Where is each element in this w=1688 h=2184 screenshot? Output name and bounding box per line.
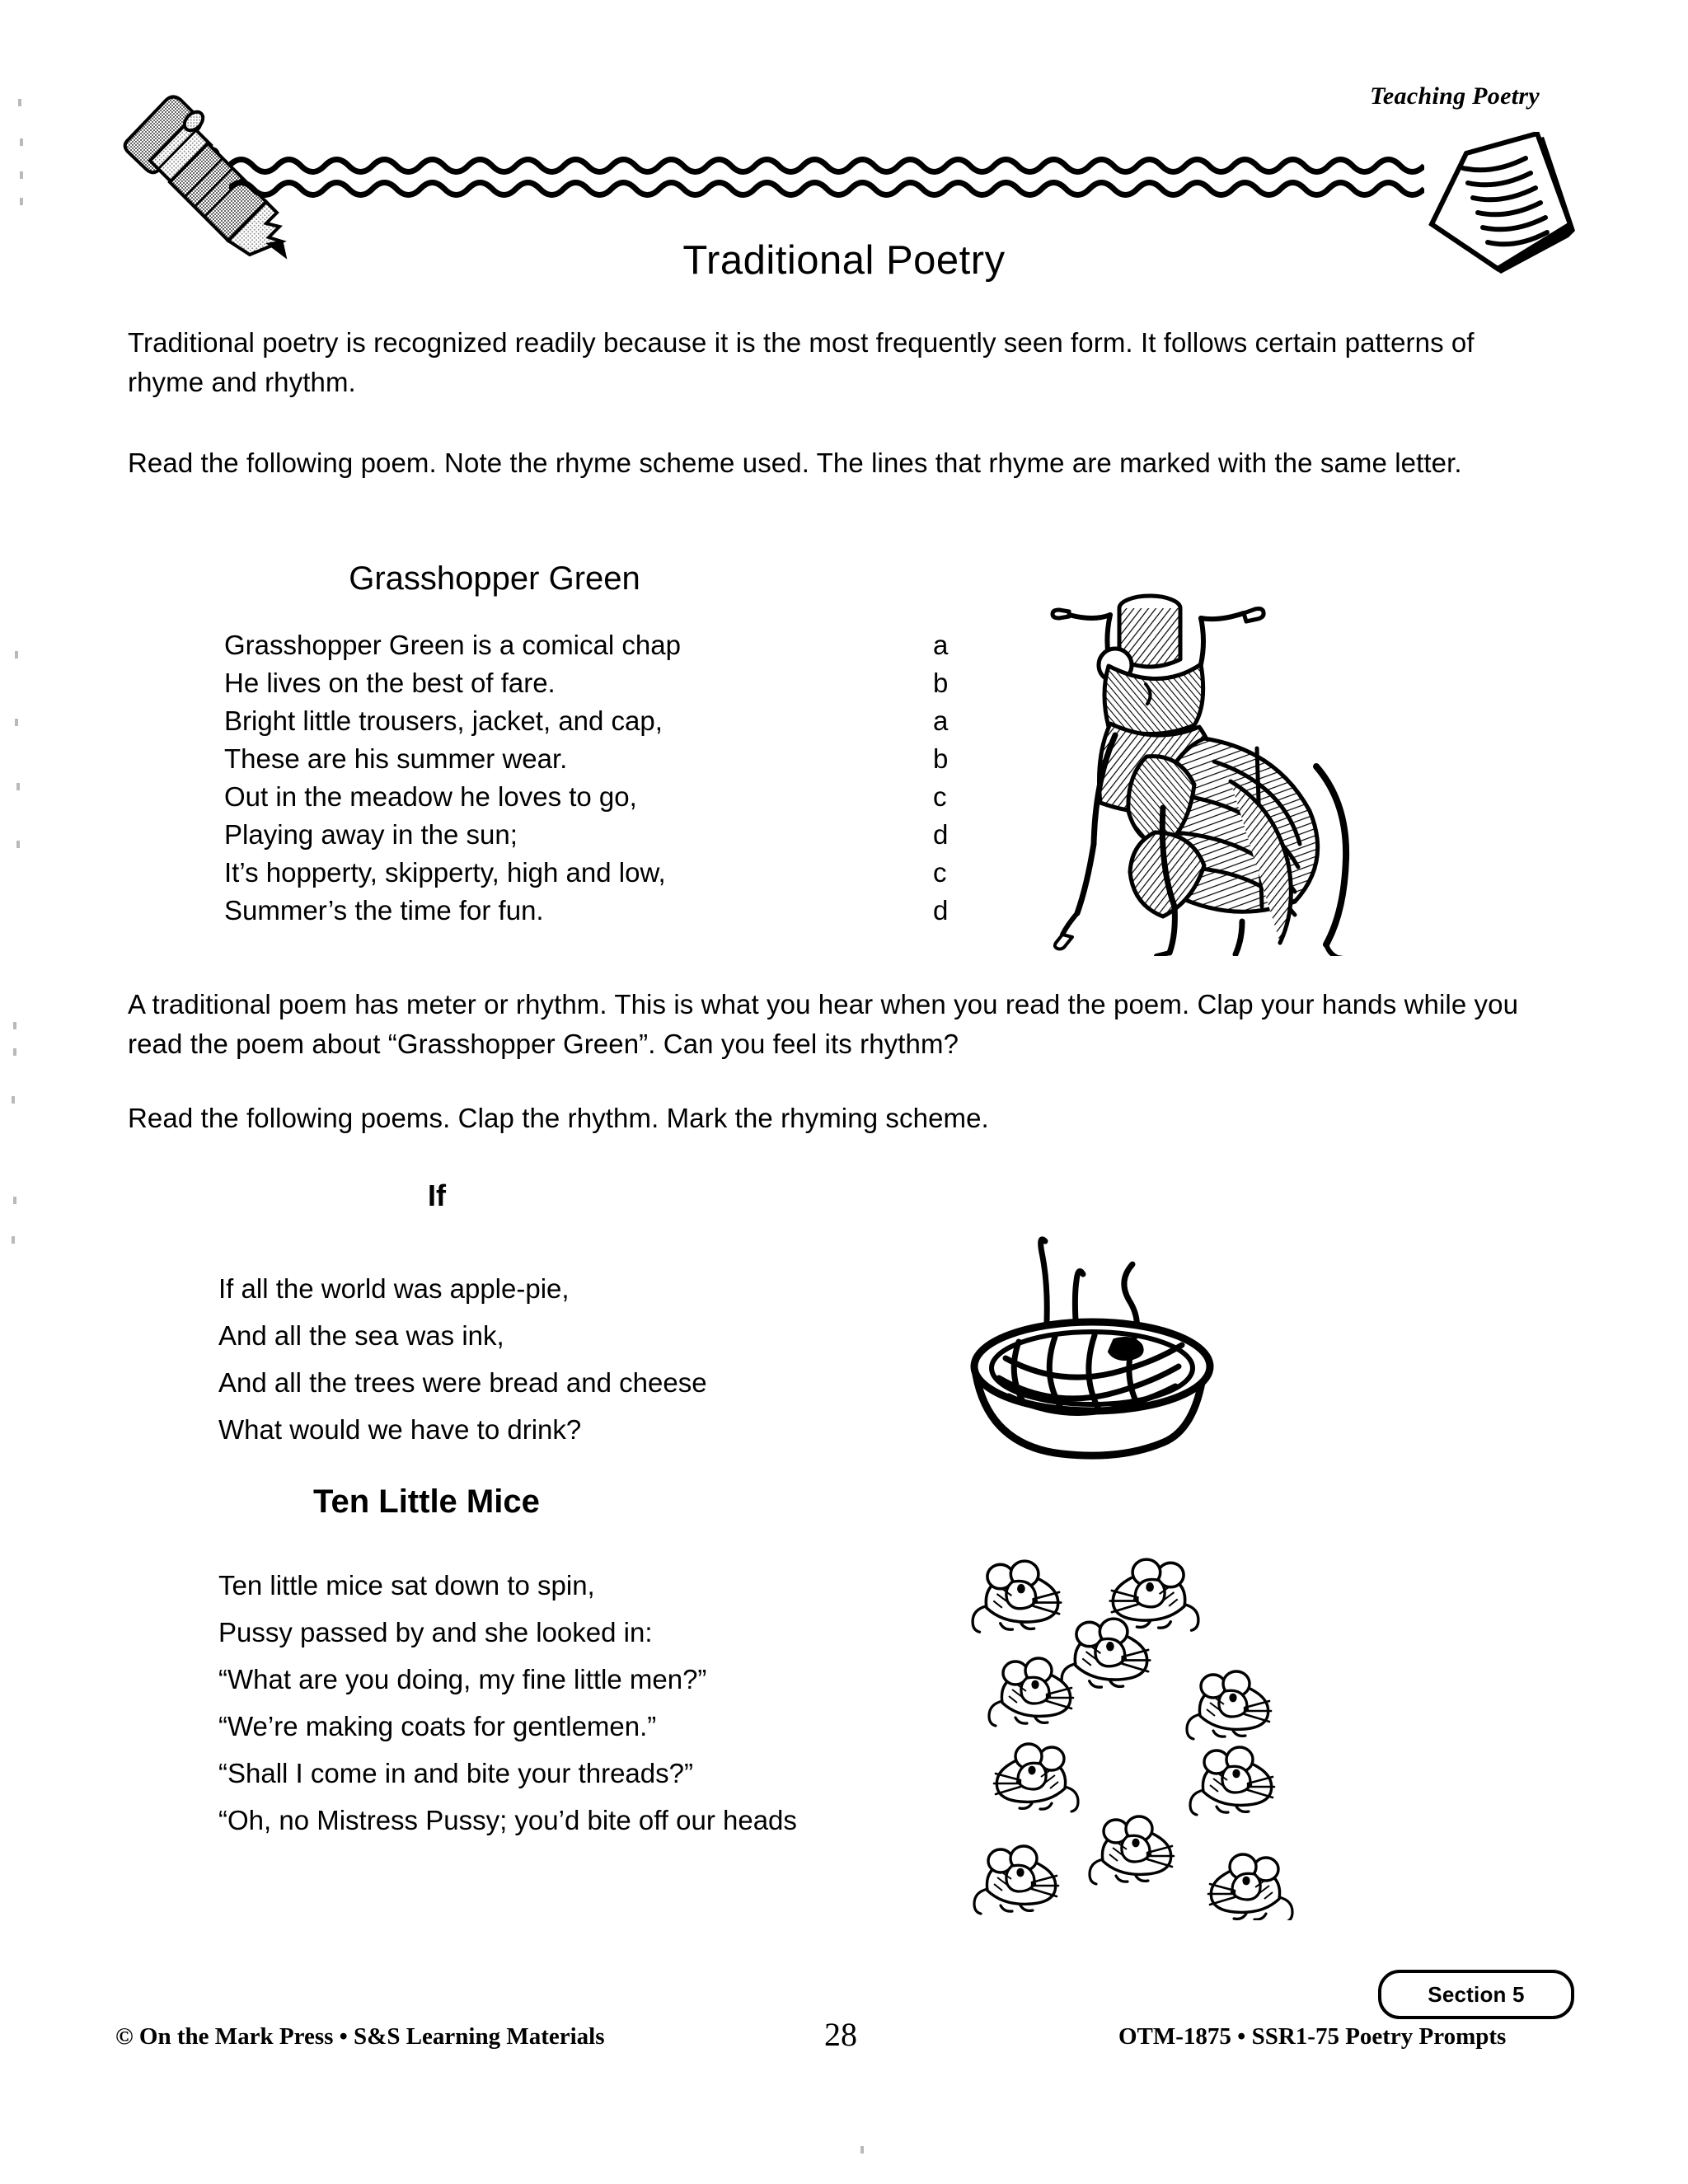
poem-line-text: Summer’s the time for fun. bbox=[224, 895, 544, 926]
rhyme-letter: c bbox=[933, 781, 947, 812]
poem-line: What would we have to drink? bbox=[218, 1414, 582, 1445]
scan-artifact bbox=[16, 841, 20, 848]
poem-line: And all the trees were bread and cheese bbox=[218, 1367, 707, 1398]
poem-line: And all the sea was ink, bbox=[218, 1320, 504, 1351]
rhyme-letter: a bbox=[933, 705, 949, 736]
meter-paragraph: A traditional poem has meter or rhythm. This is what you hear when you read the poem. Clap your hands while you read the poem about “Grasshopper Green”. Can you feel its rhythm? bbox=[128, 989, 1519, 1059]
section-badge: Section 5 bbox=[1378, 1970, 1574, 2019]
mouse bbox=[973, 1561, 1061, 1632]
poem-body-grasshopper-green bbox=[224, 626, 966, 930]
instruction-paragraph: Read the following poems. Clap the rhythm. Mark the rhyming scheme. bbox=[128, 1103, 989, 1133]
poem-body-if bbox=[218, 1265, 977, 1453]
mouse bbox=[974, 1846, 1058, 1914]
poem-line: If all the world was apple-pie, bbox=[218, 1273, 570, 1304]
scan-artifact bbox=[20, 198, 23, 205]
poem-line-text: Grasshopper Green is a comical chap bbox=[224, 630, 681, 660]
rhyme-letter: b bbox=[933, 743, 949, 774]
mouse bbox=[1190, 1747, 1274, 1815]
scan-artifact bbox=[15, 651, 18, 658]
page-header bbox=[0, 0, 1688, 264]
poem-title-if: If bbox=[428, 1179, 446, 1212]
intro-paragraph-1: Traditional poetry is recognized readily because it is the most frequently seen form. It follows certain patterns of rhyme and rhythm. bbox=[128, 327, 1475, 397]
poem-line bbox=[224, 778, 966, 816]
poem-line-text: Playing away in the sun; bbox=[224, 819, 518, 850]
mouse bbox=[1090, 1816, 1174, 1884]
poem-line bbox=[224, 740, 966, 778]
poem-line bbox=[224, 854, 966, 892]
poem-line bbox=[224, 664, 966, 702]
poem-line bbox=[224, 816, 966, 854]
poem-line-text: Bright little trousers, jacket, and cap, bbox=[224, 705, 663, 736]
scan-artifact bbox=[12, 1096, 15, 1104]
scan-artifact bbox=[18, 99, 21, 106]
apple-pie-illustration bbox=[948, 1187, 1302, 1467]
wavy-double-rule bbox=[229, 152, 1424, 202]
poem-line-text: He lives on the best of fare. bbox=[224, 668, 556, 698]
series-label: Teaching Poetry bbox=[1370, 82, 1540, 110]
scan-artifact bbox=[860, 2146, 864, 2154]
poem-line: “We’re making coats for gentlemen.” bbox=[218, 1711, 657, 1741]
scan-artifact bbox=[13, 1022, 16, 1029]
rhyme-letter: a bbox=[933, 630, 949, 660]
poem-line-text: Out in the meadow he loves to go, bbox=[224, 781, 637, 812]
footer-product-code: OTM-1875 • SSR1-75 Poetry Prompts bbox=[1118, 2023, 1507, 2050]
mouse bbox=[1208, 1854, 1292, 1920]
poem-line bbox=[224, 626, 966, 664]
scan-artifact bbox=[13, 1197, 16, 1204]
mouse bbox=[1062, 1619, 1150, 1690]
mouse bbox=[1187, 1671, 1271, 1739]
scan-artifact bbox=[15, 719, 18, 726]
poem-line: Ten little mice sat down to spin, bbox=[218, 1570, 595, 1601]
poem-body-ten-little-mice bbox=[218, 1562, 1010, 1844]
rhyme-letter: b bbox=[933, 668, 949, 698]
rhyme-letter: d bbox=[933, 819, 949, 850]
poem-line-text: It’s hopperty, skipperty, high and low, bbox=[224, 857, 666, 888]
intro-paragraph-2: Read the following poem. Note the rhyme scheme used. The lines that rhyme are marked with the same letter. bbox=[128, 448, 1462, 478]
grasshopper-illustration bbox=[1010, 560, 1414, 956]
scan-artifact bbox=[20, 171, 23, 179]
poem-title-ten-little-mice: Ten Little Mice bbox=[313, 1483, 540, 1520]
poem-title-grasshopper-green: Grasshopper Green bbox=[349, 560, 640, 597]
ten-mice-illustration bbox=[964, 1525, 1360, 1920]
poem-line-text: These are his summer wear. bbox=[224, 743, 568, 774]
page-title: Traditional Poetry bbox=[682, 238, 1006, 283]
mouse bbox=[994, 1744, 1078, 1811]
rhyme-letter: d bbox=[933, 895, 949, 926]
poem-line: Pussy passed by and she looked in: bbox=[218, 1617, 653, 1647]
scan-artifact bbox=[16, 783, 20, 790]
scan-artifact bbox=[12, 1236, 15, 1244]
poem-line bbox=[224, 892, 966, 930]
mouse bbox=[989, 1658, 1073, 1726]
scan-artifact bbox=[20, 138, 23, 146]
poem-line bbox=[224, 702, 966, 740]
rhyme-letter: c bbox=[933, 857, 947, 888]
poem-line: “Shall I come in and bite your threads?” bbox=[218, 1758, 693, 1788]
page-number: 28 bbox=[824, 2016, 857, 2053]
scan-artifact bbox=[13, 1048, 16, 1056]
footer-copyright: © On the Mark Press • S&S Learning Materials bbox=[115, 2023, 605, 2050]
mouse bbox=[1110, 1559, 1198, 1630]
poem-line: “What are you doing, my fine little men?” bbox=[218, 1664, 707, 1694]
poem-line: “Oh, no Mistress Pussy; you’d bite off our heads bbox=[218, 1805, 797, 1835]
